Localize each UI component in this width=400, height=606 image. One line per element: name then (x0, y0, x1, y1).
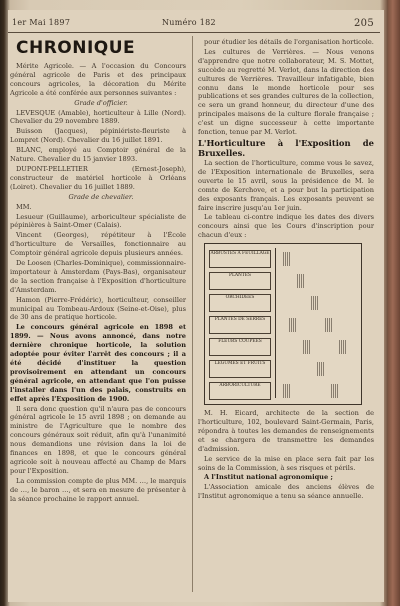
header-number: Numéro 182 (162, 18, 216, 27)
figure-row-label: LÉGUMES ET FRUITS (209, 360, 271, 378)
chronique-title: CHRONIQUE (16, 38, 136, 58)
paragraph: La commission compte de plus MM. …, le marquis de …, le baron …, et sera en mesure de présenter à la séance prochaine le rapport annuel. (10, 476, 186, 503)
paragraph: Il sera donc question qu'il n'aura pas de concours général agricole le 15 avril 1898 ; on demande au ministre de l'Agriculture que le nombre des concours généraux soit réduit, afin qu'à l'unanimité nous demandions une révision dans la loi de finances en 1898, et que le concours général agricole soit à nouveau affecté au Champ de Mars pour l'Exposition. (10, 404, 186, 475)
book-spine (388, 0, 400, 606)
page-number: 205 (354, 18, 374, 29)
figure-cell (283, 384, 291, 398)
figure-cell (325, 318, 333, 332)
figure-row-label: ARBORICULTURE (209, 382, 271, 400)
paragraph: MM. (16, 202, 32, 211)
figure-cell (289, 318, 297, 332)
page-header (12, 18, 376, 32)
figure-row-label: ARBUSTES À FEUILLAGE (209, 250, 271, 268)
paragraph: Hamon (Pierre-Frédéric), horticulteur, conseiller municipal au Tombeau-Ardoux (Seine-et-Oise), plus de 30 ans de pratique horticole. (10, 295, 186, 322)
paragraph: LEVESQUE (Amable), horticulteur à Lille (Nord). Chevalier du 29 novembre 1889. (10, 108, 186, 126)
subhead: Grade de chevalier. (68, 192, 134, 201)
paragraph: Le concours général agricole en 1898 et 1899. — Nous avons annoncé, dans notre dernière chronique horticole, la solution adoptée pour éviter l'arrêt des concours ; il a été décidé d'instituer la question provisoirement en attendant un concours général agricole, en attendant que l'on puisse l'installer dans l'un des palais, construits en effet après l'Exposition de 1900. (10, 323, 186, 403)
paragraph: DUPONT-PELLETIER (Ernest-Joseph), constructeur de matériel horticole à Orléans (Loiret). Chevalier du 16 juillet 1889. (10, 164, 186, 191)
figure-axis (275, 248, 276, 398)
paragraph: M. H. Eicard, architecte de la section de l'horticulture, 102, boulevard Saint-Germain, Paris, répondra à toutes les demandes de renseignements et se chargera de transmettre les demandes d'admission. (198, 409, 374, 453)
paragraph: Vincent (Georges), répétiteur à l'École d'horticulture de Versailles, fonctionnaire au Comptoir général agricole depuis plusieurs années. (10, 231, 186, 258)
figure-row-label: ORCHIDÉES (209, 294, 271, 312)
left-column (10, 38, 186, 505)
schedule-figure (204, 243, 362, 405)
figure-cell (317, 362, 325, 376)
figure-cell (297, 274, 305, 288)
right-column (198, 38, 374, 502)
paragraph: Les cultures de Verrières. — Nous venons d'apprendre que notre collaborateur, M. S. Mottet, succède au regretté M. Verlot, dans la direction des cultures de Verrières. Travailleur infatigable, bien connu dans le monde horticole pour ses publications et ses grandes cultures de la collection, ce sera un grand honneur, du directeur d'une des principales maisons de la culture florale française ; c'est un digne successeur à cette importante fonction, tenue par M. Verlot. (198, 47, 374, 137)
header-rule (8, 32, 380, 33)
paragraph: Buisson (Jacques), pépiniériste-fleuriste à Lompret (Nord). Chevalier du 16 juillet 1891. (10, 127, 186, 145)
paragraph: pour étudier les détails de l'organisation horticole. (204, 38, 374, 46)
paragraph: Mérite Agricole. — A l'occasion du Concours général agricole de Paris et des principaux concours agricoles, la décoration du Mérite Agricole a été conférée aux personnes suivantes : (10, 62, 186, 97)
paragraph: Le tableau ci-contre indique les dates des divers concours ainsi que les Cours d'inscription pour chacun d'eux : (198, 213, 374, 240)
paragraph: Lesueur (Guillaume), arboriculteur spécialiste de pépinières à Saint-Omer (Calais). (10, 212, 186, 230)
paragraph: La section de l'horticulture, comme vous le savez, de l'Exposition internationale de Bruxelles, sera ouverte le 15 avril, sous la présidence de M. le comte de Kerchove, et a pour but la participation des exposants français. Les exposants peuvent se faire inscrire jusqu'au 1er juin. (198, 158, 374, 212)
paragraph: L'Association amicale des anciens élèves de l'Institut agronomique a tenu sa séance annuelle. (198, 483, 374, 501)
figure-cell (283, 252, 291, 266)
figure-row-label: PLANTES DE SERRES (209, 316, 271, 334)
page (8, 10, 384, 602)
subhead: Grade d'officier. (74, 98, 128, 107)
paragraph: Le service de la mise en place sera fait par les soins de la Commission, à ses risques et périls. (198, 454, 374, 472)
header-date: 1er Mai 1897 (12, 18, 71, 27)
column-divider (192, 36, 193, 592)
figure-row-label: PLANTES (209, 272, 271, 290)
paragraph: BLANC, employé au Comptoir général de la Nature. Chevalier du 15 janvier 1893. (10, 146, 186, 164)
section-title: L'Horticulture à l'Exposition de Bruxelles. (198, 137, 374, 158)
figure-row-label: FLEURS COUPÉES (209, 338, 271, 356)
paragraph: De Loosen (Charles-Dominique), commissionnaire-importateur à Amsterdam (Pays-Bas), organisateur de la section française à l'Exposition d'horticulture d'Amsterdam. (10, 259, 186, 294)
figure-cell (331, 384, 339, 398)
section-title: A l'Institut national agronomique ; (204, 473, 333, 482)
figure-cell (339, 340, 347, 354)
figure-cell (303, 340, 311, 354)
figure-cell (311, 296, 319, 310)
